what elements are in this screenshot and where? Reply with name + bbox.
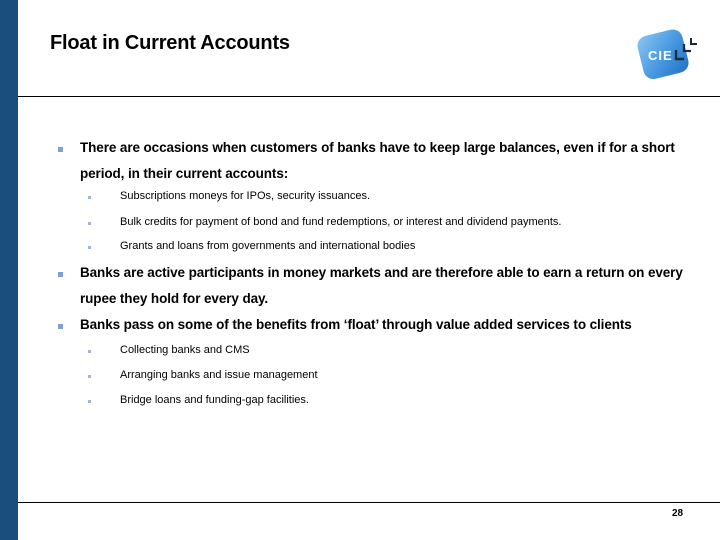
sub-bullet-text: Arranging banks and issue management	[120, 369, 318, 381]
footer-divider	[18, 502, 720, 503]
sub-bullet-text: Bridge loans and funding-gap facilities.	[120, 394, 309, 406]
sub-bullet-text: Subscriptions moneys for IPOs, security issuances.	[120, 190, 371, 202]
sub-bullet-text: Bulk credits for payment of bond and fund redemptions, or interest and dividend payments.	[120, 216, 562, 228]
small-square-bullet-icon	[88, 196, 91, 199]
svg-text:CIE: CIE	[648, 48, 673, 63]
bullet-text: Banks are active participants in money markets and are therefore able to earn a return on every rupee they hold for every day.	[80, 265, 683, 306]
square-bullet-icon	[58, 324, 63, 329]
slide-title: Float in Current Accounts	[50, 32, 290, 54]
sub-bullet-text: Collecting banks and CMS	[120, 344, 250, 356]
small-square-bullet-icon	[88, 400, 91, 403]
small-square-bullet-icon	[88, 350, 91, 353]
bullet-text: There are occasions when customers of banks have to keep large balances, even if for a short period, in their current accounts:	[80, 140, 675, 181]
small-square-bullet-icon	[88, 375, 91, 378]
small-square-bullet-icon	[88, 222, 91, 225]
square-bullet-icon	[58, 147, 63, 152]
bullet-text: Banks pass on some of the benefits from ‘float’ through value added services to clients	[80, 317, 632, 332]
small-square-bullet-icon	[88, 246, 91, 249]
sub-bullet-text: Grants and loans from governments and international bodies	[120, 240, 416, 252]
square-bullet-icon	[58, 272, 63, 277]
page-number: 28	[672, 508, 684, 519]
